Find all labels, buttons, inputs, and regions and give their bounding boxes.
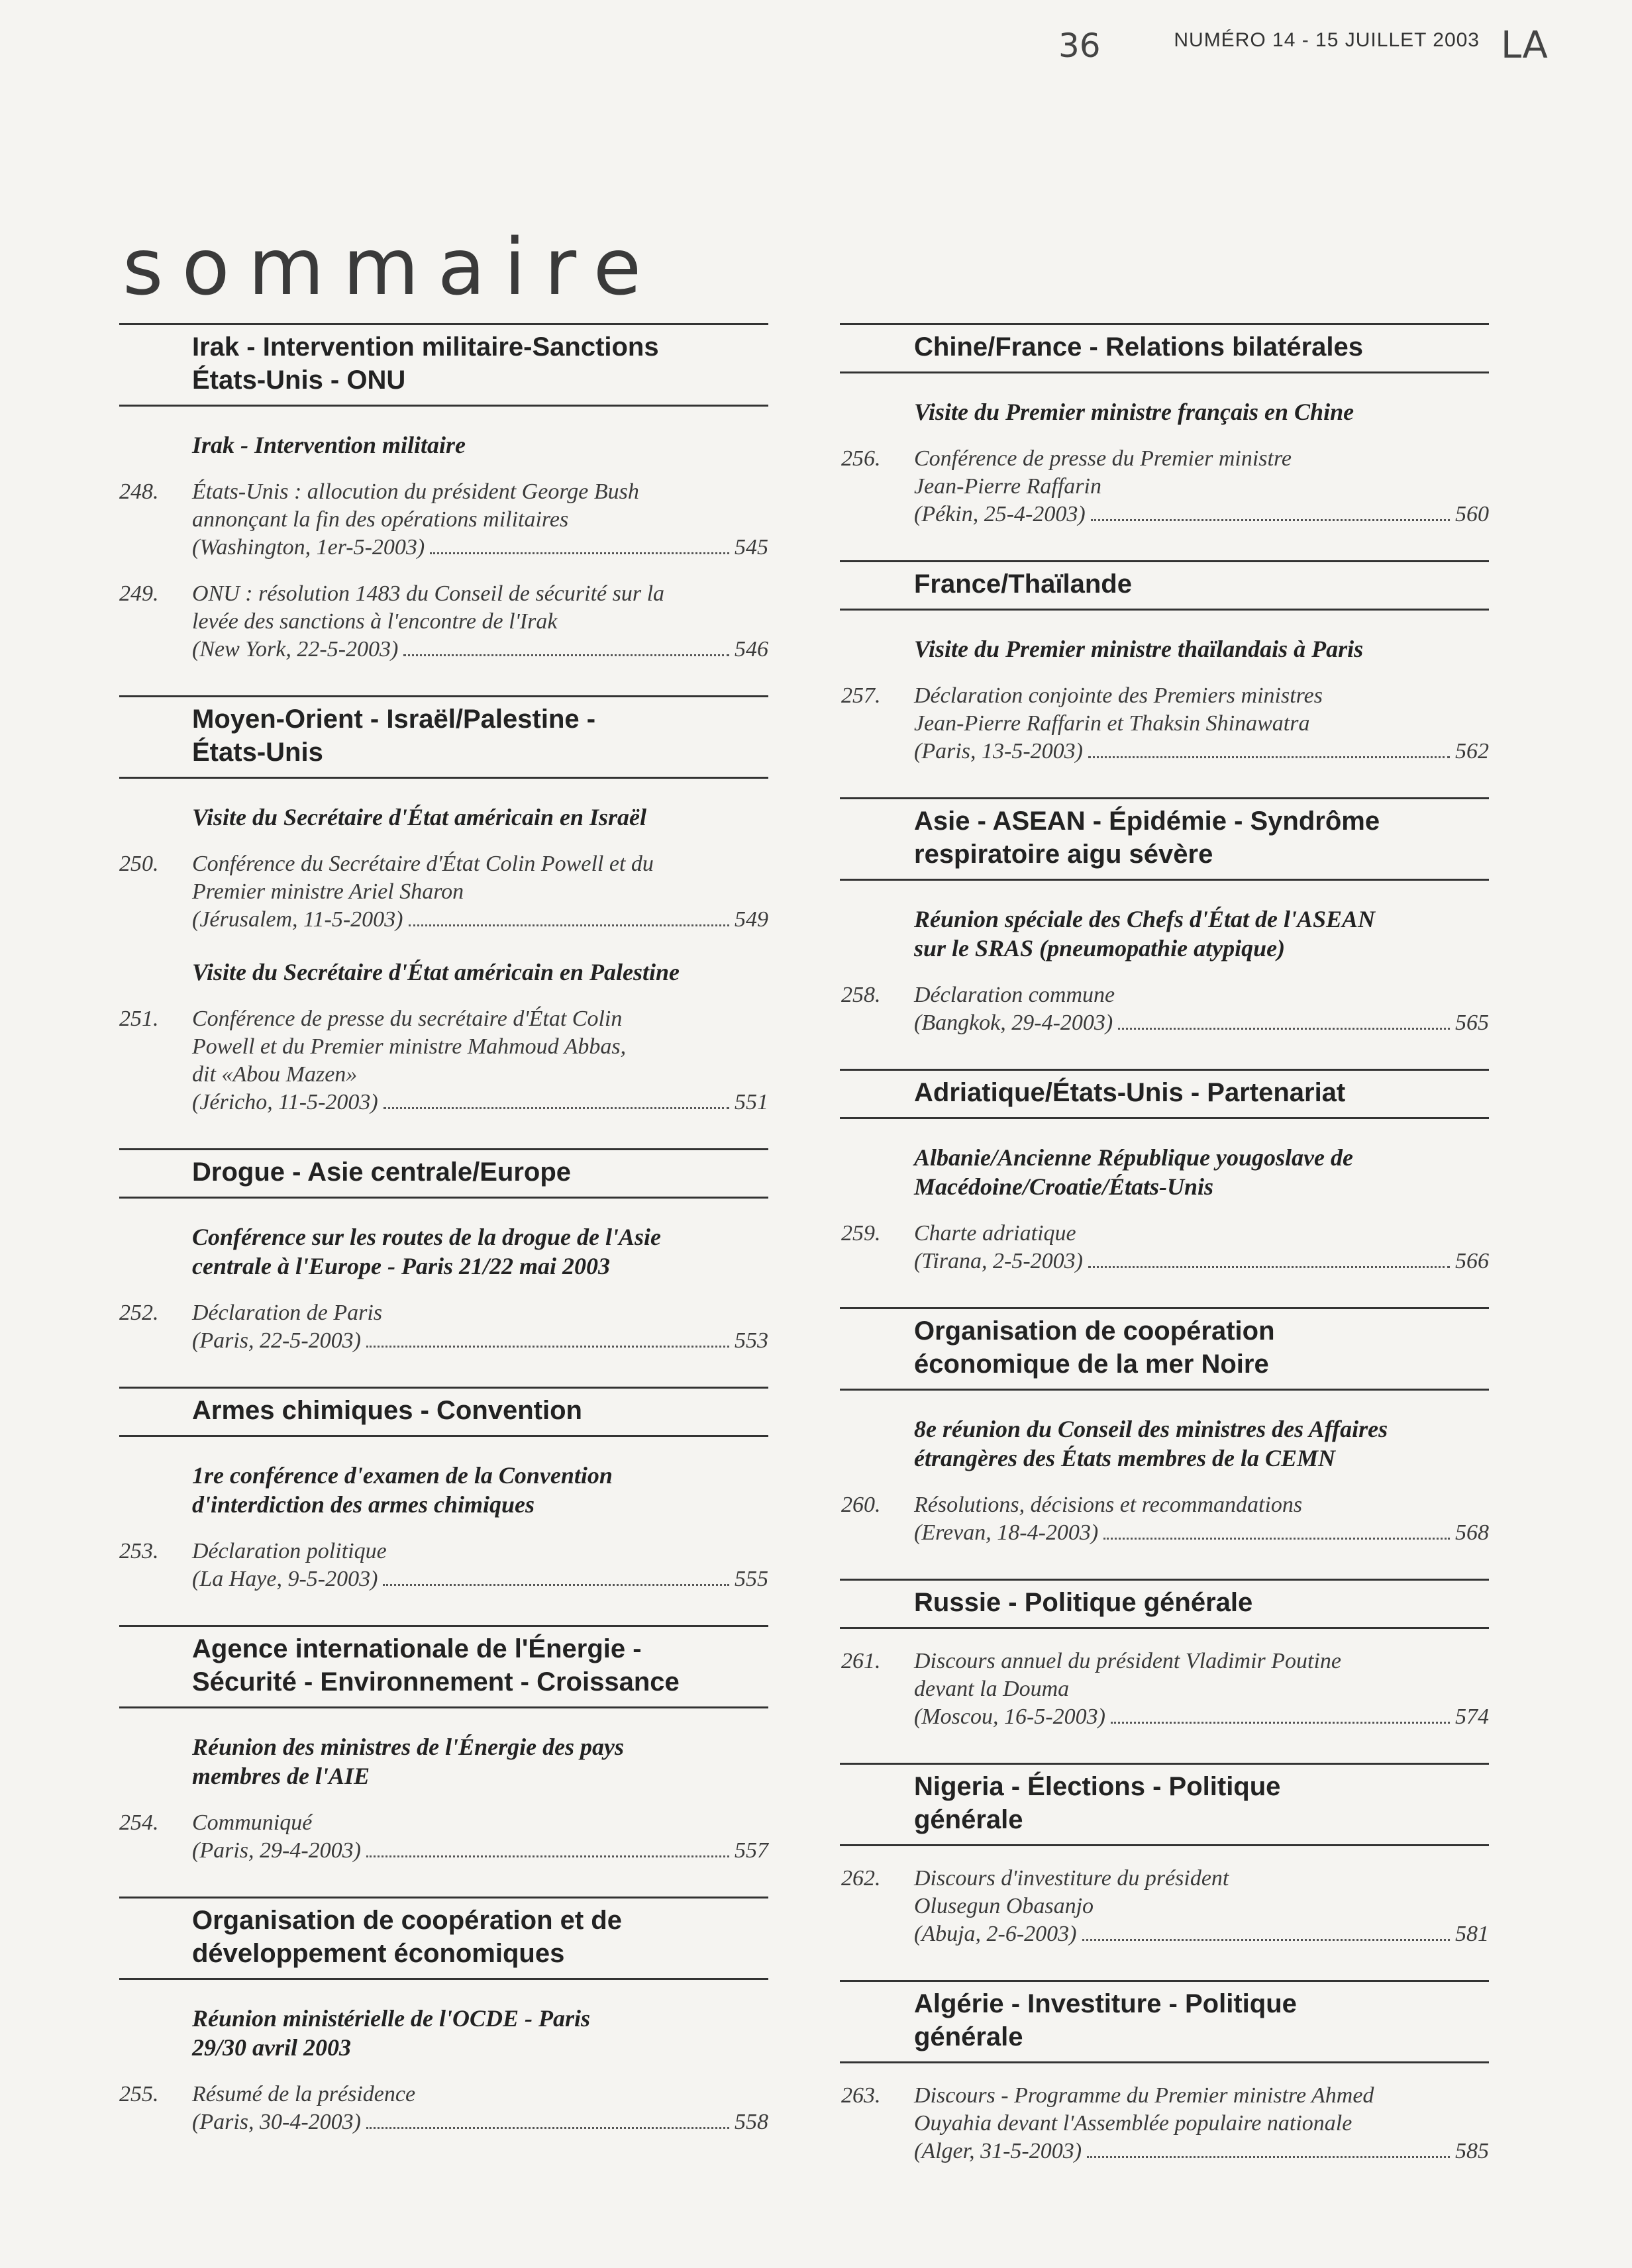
toc-entry[interactable] [119,580,768,664]
section-heading [840,1763,1489,1846]
entry-number: 263. [841,2083,881,2108]
section-heading-line: Organisation de coopération [914,1316,1275,1346]
section-heading-line: Moyen-Orient - Israël/Palestine - [192,705,596,734]
section-heading-line: générale [914,2022,1023,2051]
entry-title-line: Déclaration politique [192,1539,387,1563]
section-heading [840,1579,1489,1629]
toc-entry[interactable] [841,1220,1489,1275]
section-heading [840,323,1489,373]
toc-section [840,797,1489,1037]
subheading-line: Irak - Intervention militaire [192,432,466,458]
entry-number: 260. [841,1493,881,1517]
subheading-line: Visite du Premier ministre français en Chine [914,399,1354,425]
toc-entry[interactable] [841,2082,1489,2165]
toc-section [119,695,768,1116]
dot-leader [1103,1538,1450,1540]
entry-page-number: 581 [1455,1922,1489,1946]
section-heading-line: économique de la mer Noire [914,1350,1269,1379]
section-heading [119,695,768,779]
entry-number: 255. [119,2082,159,2106]
entry-number: 262. [841,1866,881,1891]
dot-leader [383,1584,729,1586]
entry-title-line: Ouyahia devant l'Assemblée populaire nationale [914,2111,1352,2136]
toc-entry[interactable] [119,1299,768,1355]
toc-entry[interactable] [119,1005,768,1116]
subheading-line: sur le SRAS (pneumopathie atypique) [914,935,1286,961]
entry-page-number: 551 [735,1090,768,1114]
entry-place-date: (Paris, 13-5-2003) [914,739,1083,764]
entry-page-number: 568 [1455,1520,1489,1545]
entry-place-date: (Pékin, 25-4-2003) [914,502,1086,526]
entry-place-date-row [914,1009,1489,1037]
subheading-line: d'interdiction des armes chimiques [192,1491,535,1518]
toc-entry[interactable] [119,1538,768,1593]
entry-title-line: Communiqué [192,1810,313,1835]
toc-entry[interactable] [841,1491,1489,1547]
toc-section [840,1069,1489,1275]
subheading-line: Albanie/Ancienne République yougoslave de [914,1144,1353,1171]
issue-header: NUMÉRO 14 - 15 JUILLET 2003 [1174,29,1480,51]
entry-page-number: 585 [1455,2139,1489,2163]
toc-section [840,1579,1489,1731]
entry-number: 248. [119,479,159,504]
dot-leader [430,552,729,554]
subheading-line: 29/30 avril 2003 [192,2034,351,2061]
section-subheading [192,1222,768,1281]
entry-number: 254. [119,1810,159,1835]
toc-entry[interactable] [841,682,1489,765]
entry-title-line: Déclaration commune [914,983,1115,1007]
toc-entry[interactable] [119,850,768,934]
section-subheading [914,905,1489,963]
entry-number: 261. [841,1649,881,1673]
subheading-line: Visite du Secrétaire d'État américain en Palestine [192,959,680,985]
toc-section [119,1387,768,1593]
toc-section [119,1148,768,1355]
toc-section [119,323,768,664]
dot-leader [1091,519,1450,521]
entry-number: 250. [119,852,159,876]
entry-page-number: 560 [1455,502,1489,526]
section-heading [840,1069,1489,1119]
entry-title-line: Conférence du Secrétaire d'État Colin Powell et du [192,852,654,876]
toc-entry[interactable] [119,478,768,562]
entry-page-number: 565 [1455,1011,1489,1035]
toc-entry[interactable] [119,2081,768,2136]
section-heading-line: États-Unis [192,738,323,767]
entry-title-line: Powell et du Premier ministre Mahmoud Abbas, [192,1034,627,1059]
section-heading-line: France/Thaïlande [914,569,1132,599]
entry-place-date: (Bangkok, 29-4-2003) [914,1011,1113,1035]
entry-title-line: Jean-Pierre Raffarin et Thaksin Shinawatra [914,711,1310,736]
section-heading-line: Nigeria - Élections - Politique [914,1772,1281,1801]
subheading-line: Réunion des ministres de l'Énergie des pays [192,1734,625,1760]
section-heading [840,560,1489,611]
section-heading-line: respiratoire aigu sévère [914,840,1213,869]
entry-place-date: (Paris, 30-4-2003) [192,2110,361,2134]
section-heading [119,1625,768,1708]
handwritten-page-number: 36 [1058,26,1101,65]
subheading-line: étrangères des États membres de la CEMN [914,1445,1335,1471]
toc-entry[interactable] [841,445,1489,528]
page-title: sommaire [123,221,660,313]
dot-leader [403,654,729,656]
section-subheading [192,1461,768,1519]
subheading-line: Visite du Secrétaire d'État américain en Israël [192,804,647,830]
section-heading-line: générale [914,1805,1023,1834]
entry-page-number: 555 [735,1567,768,1591]
entry-place-date: (Alger, 31-5-2003) [914,2139,1082,2163]
section-subheading [914,1414,1489,1473]
entry-place-date: (Jéricho, 11-5-2003) [192,1090,378,1114]
toc-entry[interactable] [119,1809,768,1865]
entry-place-date: (Tirana, 2-5-2003) [914,1249,1083,1273]
entry-title-line: Premier ministre Ariel Sharon [192,879,464,904]
entry-place-date-row [914,1920,1489,1948]
entry-place-date-row [192,534,768,562]
entry-number: 249. [119,581,159,606]
entry-page-number: 558 [735,2110,768,2134]
subheading-line: Réunion ministérielle de l'OCDE - Paris [192,2005,591,2032]
entry-title-line: Discours annuel du président Vladimir Poutine [914,1649,1342,1673]
section-heading-line: Irak - Intervention militaire-Sanctions [192,332,659,362]
entry-place-date: (Paris, 22-5-2003) [192,1328,361,1353]
entry-number: 252. [119,1301,159,1325]
entry-page-number: 553 [735,1328,768,1353]
entry-place-date: (Erevan, 18-4-2003) [914,1520,1099,1545]
section-heading [119,1897,768,1980]
left-column [119,323,768,2168]
subheading-line: 8e réunion du Conseil des ministres des Affaires [914,1416,1388,1442]
dot-leader [366,1855,729,1857]
entry-place-date-row [192,1837,768,1865]
entry-title-line: Résumé de la présidence [192,2082,416,2106]
entry-place-date-row [192,906,768,934]
entry-place-date-row [914,1248,1489,1275]
entry-title-line: Conférence de presse du secrétaire d'État Colin [192,1007,623,1031]
toc-section [840,1763,1489,1948]
entry-place-date-row [192,1327,768,1355]
entry-place-date-row [914,1519,1489,1547]
entry-place-date: (Paris, 29-4-2003) [192,1838,361,1863]
entry-page-number: 557 [735,1838,768,1863]
entry-number: 256. [841,446,881,471]
section-heading-line: Armes chimiques - Convention [192,1396,582,1425]
subheading-line: Conférence sur les routes de la drogue de l'Asie [192,1224,661,1250]
right-column [840,323,1489,2197]
dot-leader [1111,1722,1450,1724]
subheading-line: centrale à l'Europe - Paris 21/22 mai 2003 [192,1253,611,1279]
entry-number: 258. [841,983,881,1007]
entry-title-line: dit «Abou Mazen» [192,1062,358,1087]
section-subheading [192,430,768,460]
toc-section [840,1307,1489,1547]
dot-leader [1088,756,1450,758]
entry-place-date-row [914,2138,1489,2165]
entry-title-line: devant la Douma [914,1677,1070,1701]
section-heading [840,797,1489,881]
subheading-line: Macédoine/Croatie/États-Unis [914,1173,1214,1200]
entry-place-date-row [914,1703,1489,1731]
entry-title-line: Déclaration de Paris [192,1301,383,1325]
entry-place-date-row [914,501,1489,528]
section-heading-line: États-Unis - ONU [192,366,406,395]
section-subheading [192,803,768,832]
entry-place-date: (La Haye, 9-5-2003) [192,1567,378,1591]
dot-leader [1118,1028,1450,1030]
section-heading-line: Sécurité - Environnement - Croissance [192,1667,680,1697]
entry-place-date-row [192,1565,768,1593]
section-heading-line: Drogue - Asie centrale/Europe [192,1158,571,1187]
entry-title-line: Résolutions, décisions et recommandations [914,1493,1303,1517]
entry-title-line: Olusegun Obasanjo [914,1894,1094,1918]
toc-entry[interactable] [841,981,1489,1037]
toc-entry[interactable] [841,1648,1489,1731]
entry-page-number: 566 [1455,1249,1489,1273]
entry-place-date: (Moscou, 16-5-2003) [914,1704,1105,1729]
section-heading [119,1387,768,1437]
entry-place-date-row [914,738,1489,765]
section-heading-line: développement économiques [192,1939,565,1968]
section-subheading [192,1732,768,1791]
entry-page-number: 562 [1455,739,1489,764]
entry-title-line: Charte adriatique [914,1221,1076,1246]
entry-place-date: (New York, 22-5-2003) [192,637,399,662]
section-subheading [914,634,1489,664]
entry-number: 253. [119,1539,159,1563]
section-subheading [914,397,1489,426]
section-subheading [192,958,768,987]
toc-section [119,1897,768,2136]
dot-leader [366,2127,729,2129]
entry-page-number: 546 [735,637,768,662]
subheading-line: Visite du Premier ministre thaïlandais à Paris [914,636,1364,662]
subheading-line: Réunion spéciale des Chefs d'État de l'ASEAN [914,906,1376,932]
toc-entry[interactable] [841,1865,1489,1948]
entry-place-date: (Jérusalem, 11-5-2003) [192,907,403,932]
entry-number: 259. [841,1221,881,1246]
section-heading-line: Organisation de coopération et de [192,1906,622,1935]
section-heading-line: Adriatique/États-Unis - Partenariat [914,1078,1346,1107]
section-heading [840,1980,1489,2063]
entry-title-line: Déclaration conjointe des Premiers ministres [914,683,1323,708]
entry-place-date-row [192,1089,768,1116]
section-heading-line: Agence internationale de l'Énergie - [192,1634,642,1663]
entry-place-date: (Washington, 1er-5-2003) [192,535,425,560]
dot-leader [1087,2156,1450,2158]
section-heading [119,323,768,407]
entry-title-line: ONU : résolution 1483 du Conseil de sécurité sur la [192,581,665,606]
dot-leader [366,1346,729,1348]
section-heading-line: Russie - Politique générale [914,1588,1253,1617]
toc-section [840,1980,1489,2165]
section-subheading [192,2004,768,2062]
section-heading-line: Chine/France - Relations bilatérales [914,332,1363,362]
entry-title-line: annonçant la fin des opérations militaires [192,507,569,532]
handwritten-initials: LA [1501,24,1548,67]
entry-title-line: levée des sanctions à l'encontre de l'Irak [192,609,558,634]
toc-section [119,1625,768,1865]
entry-page-number: 549 [735,907,768,932]
dot-leader [383,1107,729,1109]
entry-place-date: (Abuja, 2-6-2003) [914,1922,1077,1946]
dot-leader [409,924,729,926]
toc-section [840,560,1489,765]
entry-title-line: Jean-Pierre Raffarin [914,474,1101,499]
toc-section [840,323,1489,528]
subheading-line: membres de l'AIE [192,1763,370,1789]
entry-place-date-row [192,636,768,664]
entry-title-line: États-Unis : allocution du président George Bush [192,479,639,504]
entry-title-line: Discours - Programme du Premier ministre Ahmed [914,2083,1374,2108]
entry-number: 251. [119,1007,159,1031]
dot-leader [1082,1939,1450,1941]
dot-leader [1088,1266,1450,1268]
section-heading-line: Algérie - Investiture - Politique [914,1989,1297,2018]
entry-title-line: Conférence de presse du Premier ministre [914,446,1292,471]
section-heading [119,1148,768,1199]
entry-page-number: 574 [1455,1704,1489,1729]
entry-title-line: Discours d'investiture du président [914,1866,1229,1891]
subheading-line: 1re conférence d'examen de la Convention [192,1462,613,1489]
section-heading-line: Asie - ASEAN - Épidémie - Syndrôme [914,807,1380,836]
entry-place-date-row [192,2108,768,2136]
section-subheading [914,1143,1489,1201]
entry-number: 257. [841,683,881,708]
entry-page-number: 545 [735,535,768,560]
section-heading [840,1307,1489,1391]
